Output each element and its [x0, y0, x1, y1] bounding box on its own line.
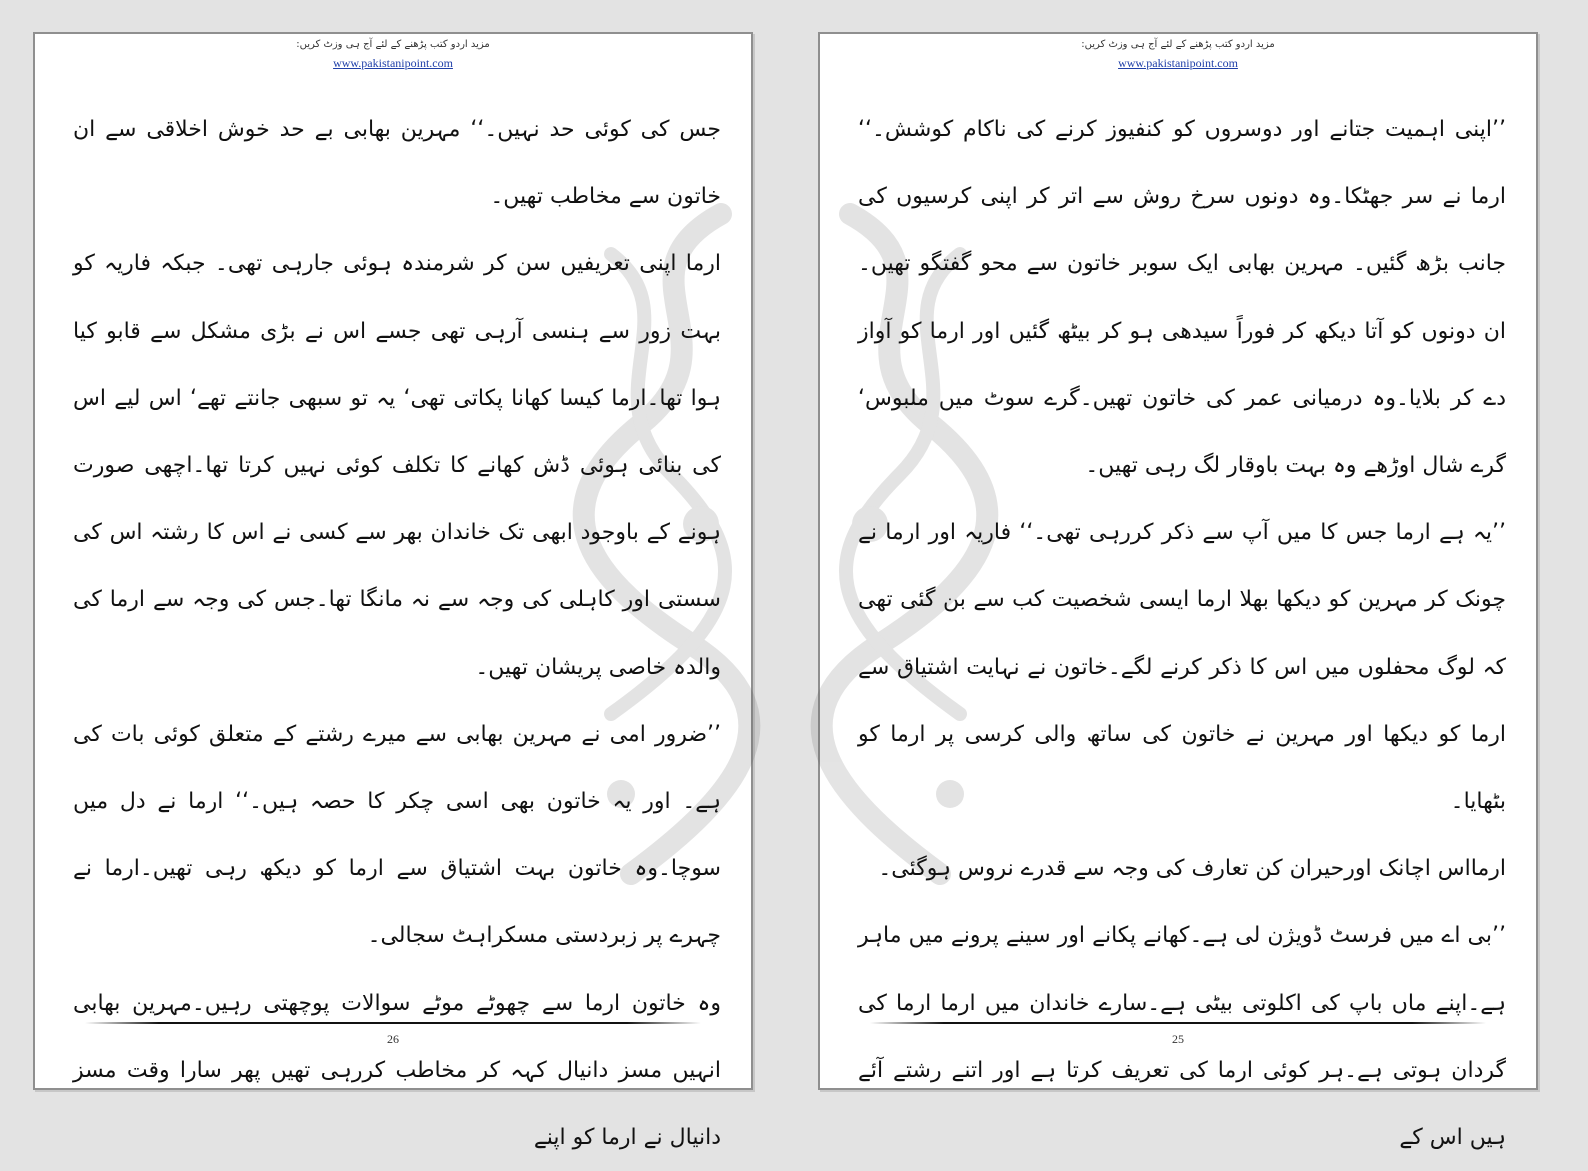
page-number: 26 — [387, 1032, 399, 1046]
footer-rule — [870, 1022, 1486, 1024]
paragraph: وہ خاتون ارما سے چھوٹے موٹے سوالات پوچھتی رہیں۔مہرین بھابی انہیں مسز دانیال کہہ کر مخاطب کررہی تھیں پھر سارا وقت مسز دانیال نے ارما کو اپنے — [73, 990, 721, 1151]
paragraph: جس کی کوئی حد نہیں۔‘‘ مہرین بھابی بے حد خوش اخلاقی سے ان خاتون سے مخاطب تھیں۔ — [73, 117, 721, 210]
footer-rule — [85, 1022, 701, 1024]
page-header — [35, 38, 751, 71]
page-header — [820, 38, 1536, 71]
paragraph: ’’اپنی اہمیت جتانے اور دوسروں کو کنفیوز کرنے کی ناکام کوشش۔‘‘ ارما نے سر جھٹکا۔وہ دونوں سرخ روش سے اتر کر اپنی کرسیوں کی جانب بڑھ گئیں۔ مہرین بھابی ایک سوبر خاتون سے محو گفتگو تھیں۔ان دونوں کو آتا دیکھ کر فوراً سیدھی ہو کر بیٹھ گئیں اور ارما کو آواز دے کر بلایا۔وہ درمیانی عمر کی خاتون تھیں۔گرے سوٹ میں ملبوس‘ گرے شال اوڑھے وہ بہت باوقار لگ رہی تھیں۔ — [858, 117, 1506, 479]
paragraph: ’’ضرور امی نے مہرین بھابی سے میرے رشتے کے متعلق کوئی بات کی ہے۔ اور یہ خاتون بھی اسی چکر کا حصہ ہیں۔‘‘ ارما نے دل میں سوچا۔وہ خاتون بہت اشتیاق سے ارما کو دیکھ رہی تھیں۔ارما نے چہرے پر زبردستی مسکراہٹ سجالی۔ — [73, 721, 721, 949]
header-note: مزید اردو کتب پڑھنے کے لئے آج ہی وزٹ کریں: — [1081, 39, 1275, 50]
paragraph: ’’یہ ہے ارما جس کا میں آپ سے ذکر کررہی تھی۔‘‘ فاریہ اور ارما نے چونک کر مہرین کو دیکھا بھلا ارما ایسی شخصیت کب سے بن گئی تھی کہ لوگ محفلوں میں اس کا ذکر کرنے لگے۔خاتون نے نہایت اشتیاق سے ارما کو دیکھا اور مہرین نے خاتون کی ساتھ والی کرسی پر ارما کو بٹھایا۔ — [858, 520, 1506, 815]
page-number: 25 — [1172, 1032, 1184, 1046]
website-link[interactable]: www.pakistanipoint.com — [1118, 56, 1238, 70]
page-left — [33, 32, 753, 1151]
website-link[interactable]: www.pakistanipoint.com — [333, 56, 453, 70]
paragraph: ارما اپنی تعریفیں سن کر شرمندہ ہوئی جارہی تھی۔ جبکہ فاریہ کو بہت زور سے ہنسی آرہی تھی جسے اس نے بڑی مشکل سے قابو کیا ہوا تھا۔ارما کیسا کھانا پکاتی تھی‘ یہ تو سبھی جانتے تھے‘ اس لیے اس کی بنائی ہوئی ڈش کھانے کا تکلف کوئی نہیں کرتا تھا۔اچھی صورت ہونے کے باوجود ابھی تک خاندان بھر سے کسی نے اس کا رشتہ اس کی سستی اور کاہلی کی وجہ سے نہ مانگا تھا۔جس کی وجہ سے ارما کی والدہ خاصی پریشان تھیں۔ — [73, 251, 721, 680]
paragraph: ارمااس اچانک اورحیران کن تعارف کی وجہ سے قدرے نروس ہوگئی۔ — [878, 856, 1506, 882]
page-right — [818, 32, 1538, 1151]
paragraph: ’’بی اے میں فرسٹ ڈویژن لی ہے۔کھانے پکانے اور سینے پرونے میں ماہر ہے۔اپنے ماں باپ کی اکلوتی بیٹی ہے۔سارے خاندان میں ارما ارما کی گردان ہوتی ہے۔ہر کوئی ارما کی تعریف کرتا ہے اور اتنے رشتے آئے ہیں اس کے — [858, 923, 1506, 1151]
header-note: مزید اردو کتب پڑھنے کے لئے آج ہی وزٹ کریں: — [296, 39, 490, 50]
